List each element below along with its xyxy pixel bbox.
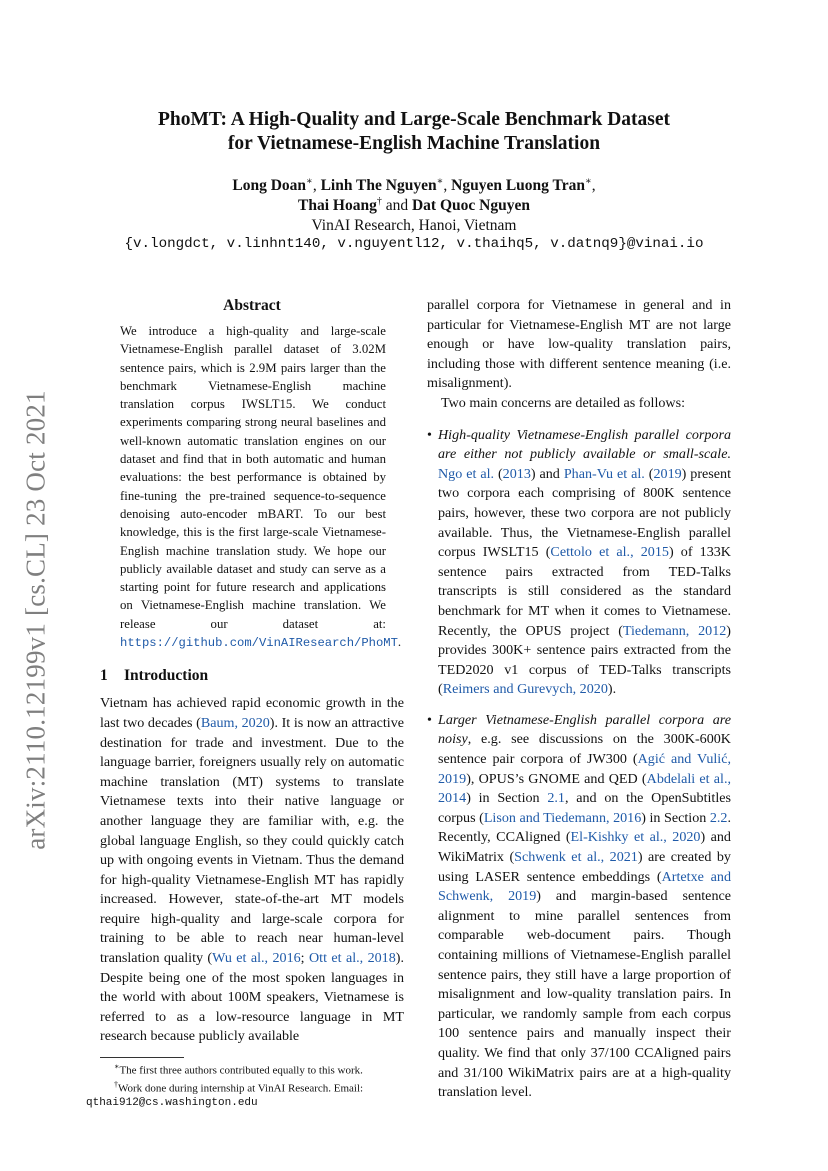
footnote-text: Work done during internship at VinAI Research. Email:	[118, 1082, 364, 1095]
section-ref-link[interactable]: 2.1	[547, 790, 565, 807]
list-item: • High-quality Vietnamese-English parallel corpora are either not publicly available or small-scale. Ngo et al. (2013) and Phan-Vu et al. (2019) present two corpora each comprising of 800K sentence pairs, however, these two corpora are not publicly available. Thus, the Vietnamese-English parallel corpus IWSLT15 (Cettolo et al., 2015) of 133K sentence pairs extracted from TED-Talks transcripts is still considered as the standard benchmark for MT when it comes to Vietnamese. Recently, the OPUS project (Tiedemann, 2012) provides 300K+ sentence pairs extracted from the TED2020 v1 corpus of TED-Talks transcripts (Reimers and Gurevych, 2020).	[427, 426, 732, 698]
citation-link[interactable]: Ott et al., 2018	[308, 950, 396, 967]
abstract-text: We introduce a high-quality and large-scale Vietnamese-English parallel dataset of 3.02M sentence pairs, which is 2.9M pairs larger than the benchmark Vietnamese-English machine translation corpus IWSLT15. We conduct experiments comparing strong neural baselines and well-known automatic translation engines on our dataset and find that in both automatic and human evaluations: the best performance is obtained by fine-tuning the pre-trained sequence-to-sequence denoising auto-encoder mBART. To our best knowledge, this is the first large-scale Vietnamese-English machine translation study. We hope our publicly available dataset and study can serve as a starting point for future research and applications on Vietnamese-English machine translation. We release our dataset at:	[120, 324, 386, 631]
text-run: High-quality Vietnamese-English parallel corpora are either not publicly available or small-scale.	[438, 426, 731, 463]
citation-link[interactable]: Baum, 2020	[200, 714, 270, 731]
citation-link[interactable]: Reimers and Gurevych, 2020	[442, 681, 608, 698]
section-heading-introduction	[100, 666, 404, 686]
section-number: 1	[100, 667, 108, 685]
text-run: Larger Vietnamese-English parallel corpora are noisy	[438, 711, 731, 748]
author-name: Linh The Nguyen	[320, 177, 437, 194]
right-paragraph-1: parallel corpora for Vietnamese in general and in particular for Vietnamese-English MT are not large enough or have low-quality translation pairs, including those with different sentence meaning (i.e. misalignment).	[427, 297, 731, 392]
text-run: ). It is now an attractive destination for trade and investment. Due to the language barrier, foreigners usually rely on automatic machine translation (MT) systems to translate Vietnamese texts into their native language or another language they are familiar with, e.g. the global language English, so they could quickly catch up with ongoing events in Vietnam. Thus the demand for high-quality Vietnamese-English MT has rapidly increased. However, state-of-the-art MT models require high-quality and large-scale corpora for training to be able to reach near human-level translation quality (	[100, 714, 405, 967]
citation-link[interactable]: Schwenk et al., 2021	[514, 849, 638, 866]
author-line-1: Long Doan∗, Linh The Nguyen∗, Nguyen Luong Tran∗,	[232, 175, 596, 194]
arxiv-side-stamp	[10, 360, 62, 880]
text-run: . Recently, CCAligned (	[438, 809, 731, 846]
citation-link[interactable]: 2019	[653, 465, 682, 482]
text-run: ).	[607, 681, 617, 698]
author-name: Nguyen Luong Tran	[451, 177, 585, 194]
footnote-email: qthai912@cs.washington.edu	[86, 1097, 258, 1110]
title-line-2: for Vietnamese-English Machine Translation	[227, 133, 601, 154]
text-run: ) in Section	[641, 809, 710, 826]
paper-title	[100, 108, 728, 156]
left-column	[86, 296, 405, 1110]
text-run: ) are created by using LASER sentence embeddings (	[438, 849, 731, 885]
text-run: , e.g. see discussions on the 300K-600K sentence pair corpora of JW300 (	[438, 731, 731, 768]
citation-link[interactable]: Tiedemann, 2012	[622, 622, 727, 639]
text-run: ) in Section	[466, 790, 548, 807]
citation-link[interactable]: Phan-Vu et al.	[563, 465, 645, 482]
title-line-1: PhoMT: A High-Quality and Large-Scale Benchmark Dataset	[157, 109, 671, 130]
text-run: ) of 133K sentence pairs extracted from TED-Talks transcripts is still considered as the standard benchmark for MT when it comes to Vietnamese. Recently, the OPUS project (	[438, 544, 731, 639]
dataset-url-link[interactable]: https://github.com/VinAIResearch/PhoMT	[120, 636, 398, 651]
citation-link[interactable]: Wu et al., 2016	[212, 950, 301, 967]
text-run: , and on the OpenSubtitles corpus (	[438, 790, 731, 826]
abstract-period: .	[397, 635, 402, 650]
bullet-icon: •	[427, 712, 432, 728]
equal-contrib-mark: ∗	[584, 175, 592, 187]
internship-mark: †	[376, 195, 382, 207]
footnote-2	[86, 1078, 404, 1111]
text-run: ) provides 300K+ sentence pairs extracted from the TED2020 v1 corpus of TED-Talks transcripts (	[438, 622, 731, 698]
footnote-mark: †	[114, 1079, 118, 1089]
text-run: present two corpora each comprising of 800K sentence pairs, however, these two corpora are not publicly available. Thus, the Vietnamese-English parallel corpus IWSLT15 (	[438, 465, 732, 561]
citation-link[interactable]: Cettolo et al., 2015	[550, 544, 669, 561]
footnote-divider	[100, 1057, 184, 1058]
abstract-body	[120, 322, 402, 652]
text-run: ) and margin-based sentence alignment to mine parallel sentences from comparable web-document pairs. Though containing millions of Vietnamese-English parallel sentence pairs, they still have a large proportion of misalignment and low-quality translation pairs. In particular, we randomly sample from each corpus 100 sentence pairs and manually inspect their quality. We find that only 37/100 CCAligned pairs and 31/100 WikiMatrix pairs are at a high-quality translation level.	[438, 888, 731, 1101]
citation-link[interactable]: Lison and Tiedemann, 2016	[483, 809, 642, 826]
citation-link[interactable]: 2013	[502, 465, 531, 482]
footnote-text: The first three authors contributed equally to this work.	[119, 1064, 363, 1077]
affiliation: VinAI Research, Hanoi, Vietnam	[311, 217, 517, 234]
citation-link[interactable]: Ngo et al.	[438, 465, 495, 482]
author-emails: {v.longdct, v.linhnt140, v.nguyentl12, v.thaihq5, v.datnq9}@vinai.io	[124, 236, 704, 252]
citation-link[interactable]: Artetxe and Schwenk, 2019	[438, 868, 731, 905]
bullet-icon: •	[427, 427, 432, 443]
right-paragraph-2: Two main concerns are detailed as follows:	[441, 394, 686, 411]
arxiv-id-text: arXiv:2110.12199v1 [cs.CL] 23 Oct 2021	[20, 390, 51, 850]
author-line-2	[100, 196, 728, 216]
text-run: ;	[300, 950, 309, 967]
text-run: ), OPUS’s GNOME and QED (	[466, 770, 647, 787]
right-column	[427, 296, 731, 1114]
author-name: Thai Hoang	[298, 197, 377, 214]
citation-link[interactable]: Agić and Vulić, 2019	[438, 751, 731, 787]
author-name: Dat Quoc Nguyen	[411, 197, 530, 214]
section-title: Introduction	[124, 667, 209, 685]
abstract-heading: Abstract	[223, 297, 281, 314]
text-run: and	[535, 465, 564, 482]
section-ref-link[interactable]: 2.2	[709, 809, 728, 826]
author-name: Long Doan	[232, 177, 307, 194]
text-run: ) and WikiMatrix (	[438, 829, 731, 866]
concern-list	[427, 426, 731, 1103]
list-item	[427, 711, 731, 1103]
citation-link[interactable]: Abdelali et al., 2014	[438, 770, 732, 807]
intro-paragraph	[100, 694, 404, 1047]
equal-contrib-mark: ∗	[436, 175, 444, 187]
author-block	[100, 176, 728, 236]
citation-link[interactable]: El-Kishky et al., 2020	[570, 829, 701, 846]
equal-contrib-mark: ∗	[306, 175, 313, 187]
text-run: ). Despite being one of the most spoken languages in the world with about 100M speakers, Vietnamese is referred to as a low-resource language in MT research because publicly available	[100, 950, 404, 1045]
text-run: Vietnam has achieved rapid economic growth in the last two decades (	[100, 695, 404, 731]
footnote-1	[100, 1060, 404, 1078]
footnote-mark: ∗	[114, 1062, 120, 1072]
author-and: and	[385, 197, 409, 214]
